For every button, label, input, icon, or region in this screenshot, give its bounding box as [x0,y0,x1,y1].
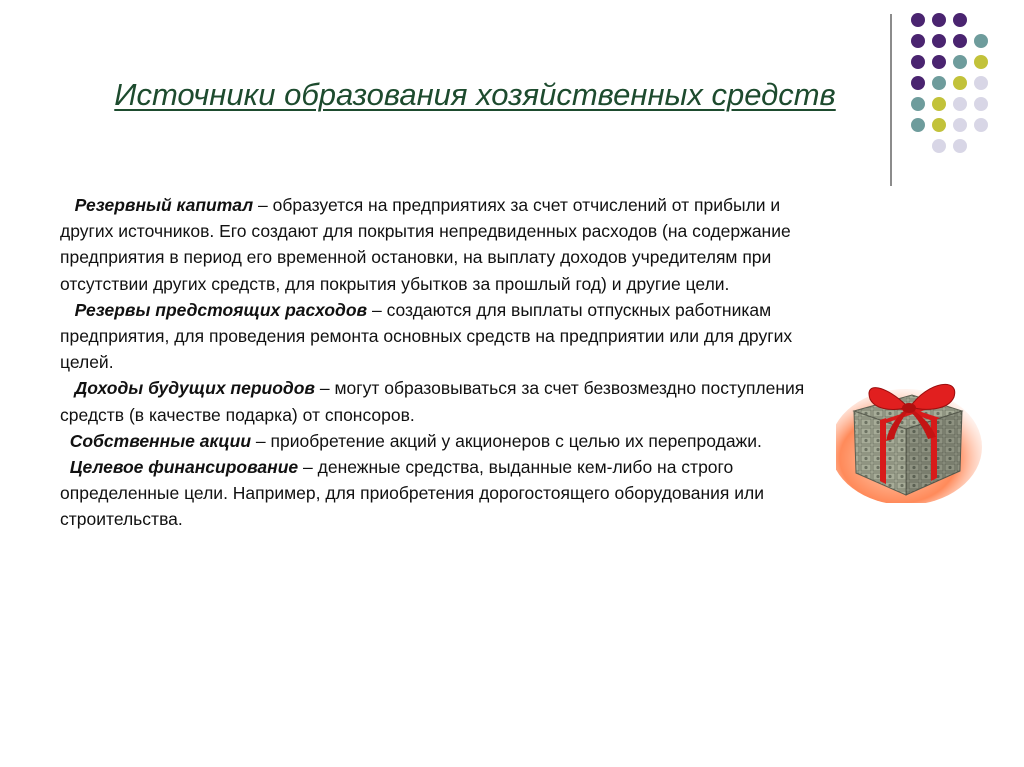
definition: – создаются для выплаты отпускных работникам предприятия, для проведения ремонта основных средств на предприятии или для других целей. [60,299,793,373]
definition: – приобретение акций у акционеров с целью их перепродажи. [251,430,762,451]
term: Целевое финансирование [69,457,299,478]
definition: – могут образовываться за счет безвозмездно поступления средств (в качестве подарка) от спонсоров. [60,378,805,425]
dot-purple [932,55,946,69]
dot-purple [911,34,925,48]
paragraph-treasury-shares [60,428,820,454]
dot-teal [932,76,946,90]
dot-purple [932,34,946,48]
term: Доходы будущих периодов [74,378,315,399]
dot-teal [974,34,988,48]
dot-yellow [953,76,967,90]
dot-purple [911,76,925,90]
dot-lavender [974,118,988,132]
dot-yellow [932,97,946,111]
term: Резервы предстоящих расходов [74,299,368,320]
dot-grid-decoration [911,13,1001,163]
slide-body [60,192,820,533]
dot-yellow [932,118,946,132]
dot-purple [953,34,967,48]
dot-teal [911,97,925,111]
dot-teal [953,55,967,69]
paragraph-targeted-financing [60,454,820,533]
dot-purple [953,13,967,27]
dot-lavender [953,139,967,153]
paragraph-deferred-income [60,375,820,427]
definition: – образуется на предприятиях за счет отчислений от прибыли и других источников. Его создают для покрытия непредвиденных расходов (на содержание предприятия в период его временной остановки, на выплату доходов учредителям при отсутствии других средств, для покрытия убытков за прошлый год) и другие цели. [60,195,791,294]
dot-lavender [932,139,946,153]
dot-lavender [974,97,988,111]
slide-title: Источники образования хозяйственных средств [114,77,836,112]
dot-yellow [974,55,988,69]
definition: – денежные средства, выданные кем-либо на строго определенные цели. Например, для приобретения дорогостоящего оборудования или строительства. [60,457,765,530]
term: Резервный капитал [74,195,254,215]
paragraph-future-expense-reserves [60,297,820,376]
vertical-divider [890,14,892,186]
gift-box-money-image [836,355,988,503]
dot-teal [911,118,925,132]
dot-lavender [953,118,967,132]
dot-purple [911,55,925,69]
dot-purple [932,13,946,27]
term: Собственные акции [69,430,252,451]
dot-lavender [974,76,988,90]
paragraph-reserve-capital [60,192,820,297]
dot-purple [911,13,925,27]
dot-lavender [953,97,967,111]
